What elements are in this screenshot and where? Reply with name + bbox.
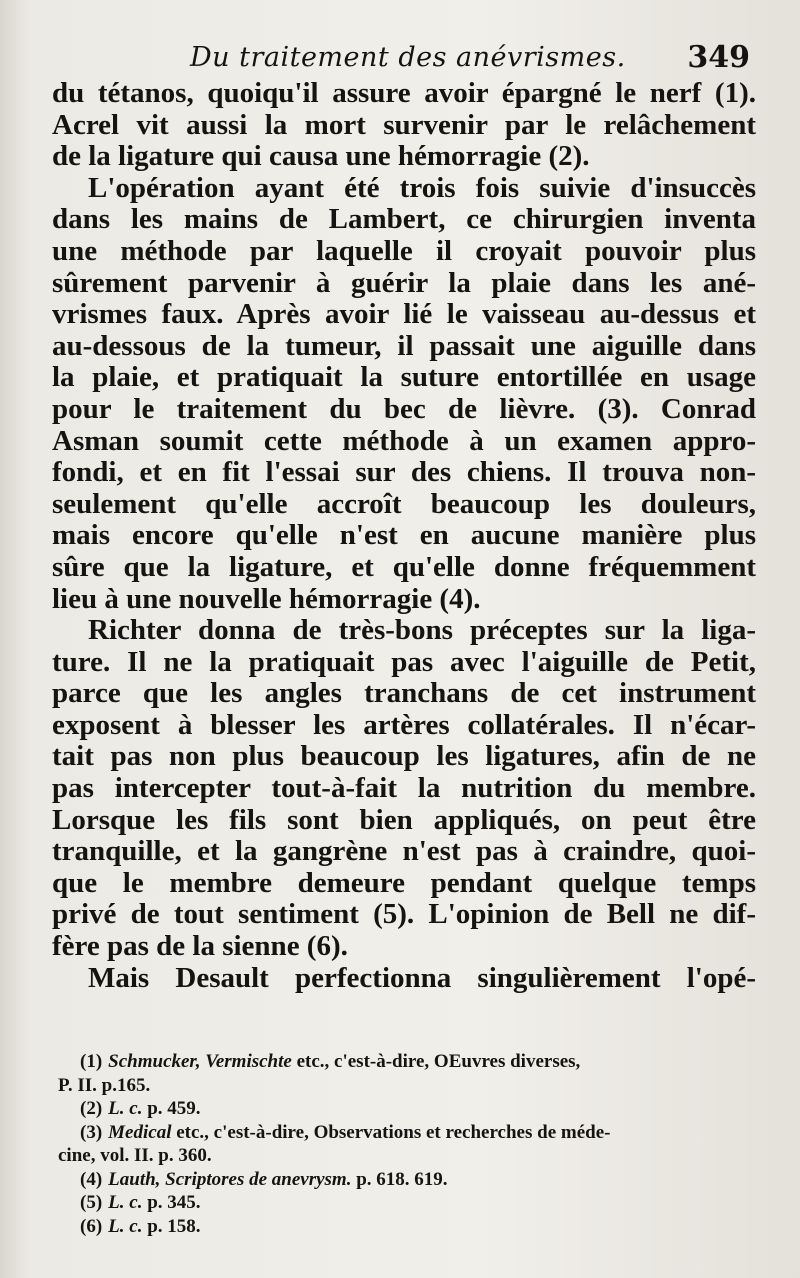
footnote-text: cine, vol. II. p. 360. [58, 1145, 212, 1166]
footnote-1-continued [58, 1074, 758, 1098]
text-line: au-dessous de la tumeur, il passait une aiguille dans [52, 329, 756, 362]
footnote-6 [58, 1215, 758, 1239]
text-line: une méthode par laquelle il croyait pouvoir plus [52, 234, 756, 267]
footnotes [58, 1050, 758, 1238]
text-line: Lorsque les fils sont bien appliqués, on peut être [52, 803, 756, 836]
footnote-3-continued [58, 1144, 758, 1168]
footnote-text: p. 345. [142, 1192, 201, 1213]
footnote-3 [58, 1121, 758, 1145]
text-line: pas intercepter tout-à-fait la nutrition du membre. [52, 772, 756, 805]
text-line: que le membre demeure pendant quelque temps [52, 866, 756, 899]
footnote-text: p. 158. [142, 1215, 201, 1237]
footnote-mark: (5) [80, 1192, 103, 1213]
text-line: fondi, et en fit l'essai sur des chiens. Il trouva non- [52, 456, 756, 489]
text-line: mais encore qu'elle n'est en aucune manière plus [52, 519, 756, 552]
footnote-mark: (1) [80, 1051, 103, 1072]
footnote-text: etc., c'est-à-dire, Observations et recherches de méde- [171, 1121, 611, 1143]
text-line: tait pas non plus beaucoup les ligatures, afin de ne [52, 740, 756, 773]
footnote-italic: L. c. [108, 1215, 143, 1237]
footnote-italic: L. c. [108, 1192, 143, 1213]
footnote-italic: Medical [108, 1121, 172, 1143]
text-line: ture. Il ne la pratiquait pas avec l'aiguille de Petit, [52, 645, 756, 678]
footnote-text: p. 459. [142, 1098, 201, 1119]
text-line: la plaie, et pratiquait la suture entortillée en usage [52, 361, 756, 394]
text-line: sûre que la ligature, et qu'elle donne fréquemment [52, 550, 756, 583]
text-line: vrismes faux. Après avoir lié le vaisseau au-dessus et [52, 298, 756, 331]
text-line: pour le traitement du bec de lièvre. (3). Conrad [52, 392, 756, 425]
text-line: de la ligature qui causa une hémorragie (2). [52, 140, 590, 173]
footnote-italic: Schmucker, Vermischte [108, 1051, 292, 1072]
text-line: tranquille, et la gangrène n'est pas à craindre, quoi- [52, 835, 756, 868]
text-line: exposent à blesser les artères collatérales. Il n'écar- [52, 708, 756, 741]
text-line: seulement qu'elle accroît beaucoup les douleurs, [52, 487, 756, 520]
footnote-5 [58, 1191, 758, 1215]
footnote-text: etc., c'est-à-dire, OEuvres diverses, [291, 1051, 581, 1072]
footnote-1 [58, 1050, 758, 1074]
text-line: Acrel vit aussi la mort survenir par le relâchement [52, 108, 756, 141]
body-text [52, 78, 756, 994]
text-line: privé de tout sentiment (5). L'opinion de Bell ne dif- [52, 898, 756, 931]
text-line: fère pas de la sienne (6). [52, 930, 348, 963]
page-header [190, 40, 760, 80]
text-line: du tétanos, quoiqu'il assure avoir épargné le nerf (1). [52, 77, 756, 109]
footnote-mark: (6) [80, 1215, 103, 1237]
paragraph-start-line: L'opération ayant été trois fois suivie d'insuccès [88, 171, 756, 204]
paragraph-start-line: Mais Desault perfectionna singulièrement l'opé- [88, 961, 756, 994]
text-line: sûrement parvenir à guérir la plaie dans les ané- [52, 266, 756, 299]
footnote-mark: (2) [80, 1098, 103, 1119]
footnote-2 [58, 1097, 758, 1121]
text-line: dans les mains de Lambert, ce chirurgien inventa [52, 203, 756, 236]
text-line: parce que les angles tranchans de cet instrument [52, 677, 756, 710]
footnote-italic: L. c. [108, 1098, 143, 1119]
text-line: lieu à une nouvelle hémorragie (4). [52, 582, 481, 615]
page-number: 349 [687, 40, 750, 75]
paragraph-start-line: Richter donna de très-bons préceptes sur la liga- [88, 614, 756, 647]
footnote-text: p. 618. 619. [351, 1168, 448, 1190]
footnote-italic: Lauth, Scriptores de anevrysm. [108, 1168, 352, 1190]
footnote-4 [58, 1168, 758, 1192]
running-title: Du traitement des anévrismes. [190, 42, 626, 73]
footnote-text: P. II. p.165. [58, 1074, 151, 1096]
text-line: Asman soumit cette méthode à un examen appro- [52, 424, 756, 457]
footnote-mark: (3) [80, 1121, 103, 1143]
footnote-mark: (4) [80, 1168, 103, 1190]
